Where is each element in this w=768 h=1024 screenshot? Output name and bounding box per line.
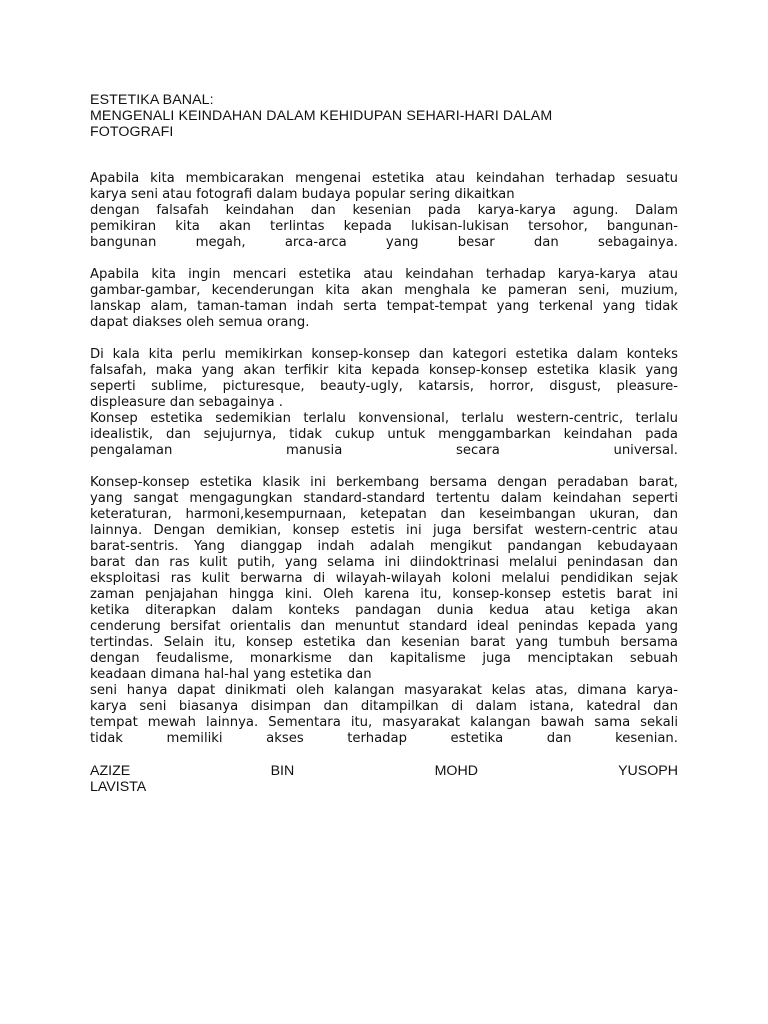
text-line: barat-sentris. Yang dianggap indah adalah mengikut pandangan kebudayaan bbox=[90, 539, 678, 554]
text-line: lainnya. Dengan demikian, konsep estetis ini juga bersifat western-centric atau bbox=[90, 523, 678, 538]
text-line: pemikiran kita akan terlintas kepada lukisan-lukisan tersohor, bangunan- bbox=[90, 219, 678, 234]
paragraph-3 bbox=[90, 347, 678, 459]
text-line: eksploitasi ras kulit berwarna di wilayah-wilayah koloni melalui pendidikan sejak bbox=[90, 571, 678, 586]
text-line: tertindas. Selain itu, konsep estetika dan kesenian barat yang tumbuh bersama bbox=[90, 635, 678, 650]
text-line: Konsep estetika sedemikian terlalu konvensional, terlalu western-centric, terlalu bbox=[90, 411, 678, 426]
text-line: barat dan ras kulit putih, yang selama ini diindoktrinasi melalui penindasan dan bbox=[90, 555, 678, 570]
text-line: gambar-gambar, kecenderungan kita akan menghala ke pameran seni, muzium, bbox=[90, 283, 678, 298]
text-line: seperti sublime, picturesque, beauty-ugly, katarsis, horror, disgust, pleasure- bbox=[90, 379, 678, 394]
text-line: ketika diterapkan dalam konteks pandagan dunia kedua atau ketiga akan bbox=[90, 603, 678, 618]
author-name-line: AZIZE BIN MOHD YUSOPH bbox=[90, 763, 678, 779]
text-line: keteraturan, harmoni,kesempurnaan, ketepatan dan keseimbangan ukuran, dan bbox=[90, 507, 678, 522]
text-line: idealistik, dan sejujurnya, tidak cukup untuk menggambarkan keindahan pada bbox=[90, 427, 678, 442]
document-content bbox=[90, 92, 678, 795]
text-line: karya seni atau fotografi dalam budaya popular sering dikaitkan bbox=[90, 187, 515, 202]
text-line: seni hanya dapat dinikmati oleh kalangan masyarakat kelas atas, dimana karya- bbox=[90, 683, 678, 698]
paragraph-4 bbox=[90, 475, 678, 747]
text-line: falsafah, maka yang akan terfikir kita kepada konsep-konsep estetika klasik yang bbox=[90, 363, 678, 378]
text-line: Di kala kita perlu memikirkan konsep-konsep dan kategori estetika dalam konteks bbox=[90, 347, 678, 362]
text-line: Apabila kita membicarakan mengenai estetika atau keindahan terhadap sesuatu bbox=[90, 171, 678, 186]
text-line: lanskap alam, taman-taman indah serta tempat-tempat yang terkenal yang tidak bbox=[90, 299, 678, 314]
text-line: dapat diakses oleh semua orang. bbox=[90, 315, 310, 330]
text-line: dengan feudalisme, monarkisme dan kapitalisme juga menciptakan sebuah bbox=[90, 651, 678, 666]
title-line: ESTETIKA BANAL: bbox=[90, 92, 214, 108]
text-line: cenderung bersifat orientalis dan menuntut standard ideal penindas kepada yang bbox=[90, 619, 678, 634]
text-line: karya seni biasanya disimpan dan ditampilkan di dalam istana, katedral dan bbox=[90, 699, 678, 714]
text-line: bangunan megah, arca-arca yang besar dan sebagainya. bbox=[90, 235, 678, 250]
text-line: yang sangat mengagungkan standard-standard tertentu dalam keindahan seperti bbox=[90, 491, 678, 506]
text-line: displeasure dan sebagainya . bbox=[90, 395, 283, 410]
text-line: tidak memiliki akses terhadap estetika dan kesenian. bbox=[90, 731, 678, 746]
document-title bbox=[90, 92, 678, 140]
text-line: Konsep-konsep estetika klasik ini berkembang bersama dengan peradaban barat, bbox=[90, 475, 678, 490]
paragraph-2 bbox=[90, 267, 678, 331]
title-line: FOTOGRAFI bbox=[90, 124, 174, 140]
text-line: tempat mewah lainnya. Sementara itu, masyarakat kalangan bawah sama sekali bbox=[90, 715, 678, 730]
paragraph-1 bbox=[90, 171, 678, 251]
author-signature bbox=[90, 763, 678, 795]
author-name-line: LAVISTA bbox=[90, 779, 147, 795]
text-line: Apabila kita ingin mencari estetika atau keindahan terhadap karya-karya atau bbox=[90, 267, 678, 282]
text-line: zaman penjajahan hingga kini. Oleh karena itu, konsep-konsep estetis barat ini bbox=[90, 587, 678, 602]
text-line: pengalaman manusia secara universal. bbox=[90, 443, 678, 458]
text-line: dengan falsafah keindahan dan kesenian pada karya-karya agung. Dalam bbox=[90, 203, 678, 218]
text-line: keadaan dimana hal-hal yang estetika dan bbox=[90, 667, 372, 682]
title-line: MENGENALI KEINDAHAN DALAM KEHIDUPAN SEHARI-HARI DALAM bbox=[90, 108, 553, 124]
